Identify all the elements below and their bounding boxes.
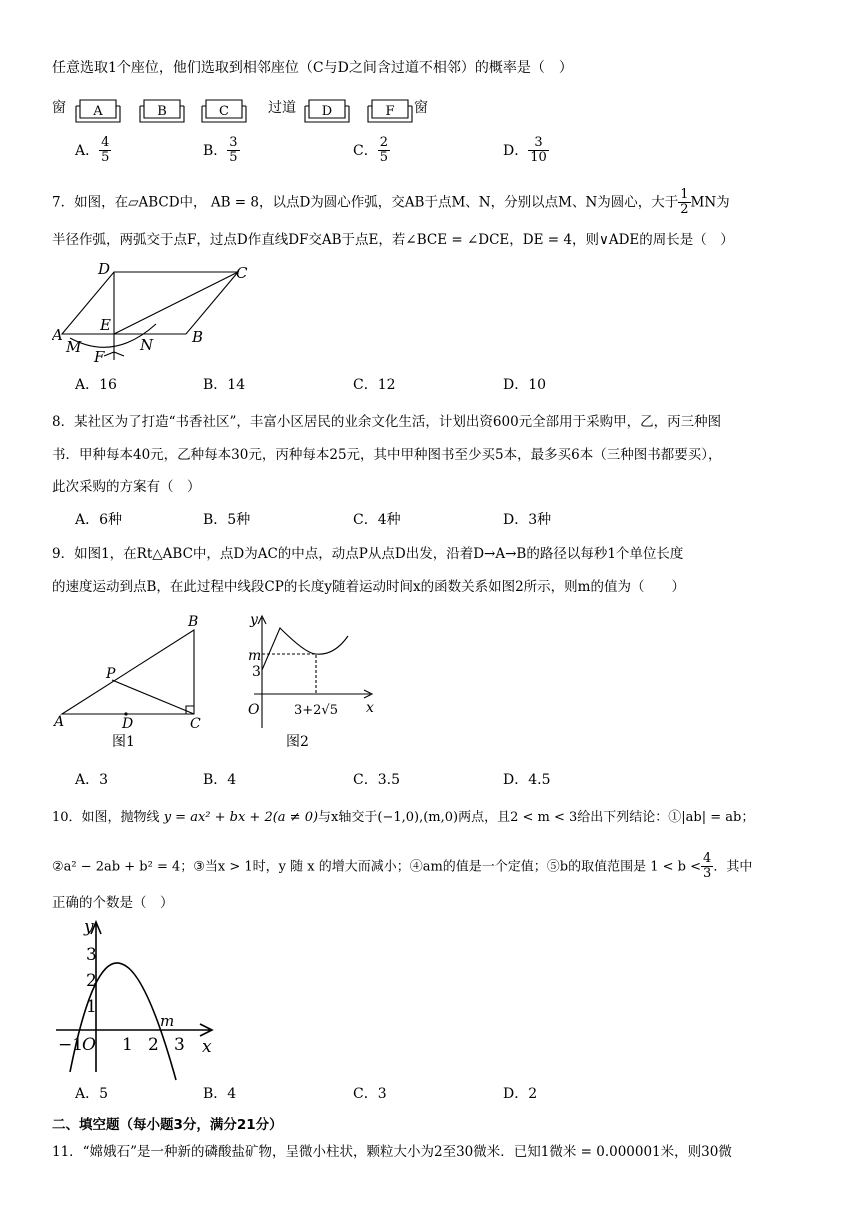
- fig2-label-m: m: [248, 648, 262, 664]
- graph-label-o: O: [82, 1035, 96, 1055]
- fig1-label-d: D: [122, 716, 134, 732]
- seat-f-label: F: [385, 104, 395, 119]
- graph-label-x: x: [202, 1037, 212, 1057]
- q7-option-b: B．14: [203, 377, 246, 393]
- q9-option-d: D．4.5: [503, 772, 551, 788]
- q10-line3: 正确的个数是（ ）: [52, 895, 174, 911]
- seat-diagram: [52, 92, 452, 132]
- q6-option-d: D． $\frac{3}{10}$: [503, 135, 547, 166]
- q7-label-a: A: [52, 326, 63, 344]
- graph-tick-minus1: −1: [58, 1035, 84, 1055]
- q7-line1: 7．如图，在▱ABCD中， AB = 8，以点D为圆心作弧，交AB于点M、N，分别以点M、N为圆心，大于 $\frac{1}{2}$ MN为: [52, 187, 730, 218]
- q7-label-m: M: [66, 338, 82, 356]
- q8-option-b: B．5种: [203, 512, 251, 528]
- window-left-label: 窗: [52, 100, 66, 116]
- q7-label-e: E: [100, 316, 111, 334]
- q7-label-d: D: [98, 260, 111, 278]
- fig1-label-c: C: [190, 716, 201, 732]
- fig2-caption: 图2: [286, 734, 309, 750]
- q10-graph: [52, 912, 222, 1082]
- q9-option-a: A．3: [75, 772, 109, 788]
- q10-line2: ②a² − 2ab + b² = 4；③当x > 1时，y 随 x 的增大而减小；④am的值是一个定值；⑤b的取值范围是 1 < b < $\frac{4}{3}$ ．其中: [52, 851, 753, 882]
- q8-line3: 此次采购的方案有（ ）: [52, 479, 201, 495]
- q9-line1: 9．如图1，在Rt△ABC中，点D为AC的中点，动点P从点D出发，沿着D→A→B的路径以每秒1个单位长度: [52, 546, 684, 562]
- graph-tick-x3: 3: [174, 1035, 185, 1055]
- seat-a-label: A: [93, 104, 103, 119]
- q10-line1: 10．如图，抛物线 y = ax² + bx + 2(a ≠ 0)与x轴交于(−1,0),(m,0)两点，且2 < m < 3给出下列结论：①|ab| = ab；: [52, 810, 755, 825]
- fig2-label-x: x: [366, 700, 374, 716]
- q7-option-a: A．16: [75, 377, 117, 393]
- q8-line2: 书．甲种每本40元，乙种每本30元，丙种每本25元，其中甲种图书至少买5本，最多买6本（三种图书都要买），: [52, 447, 722, 463]
- q10-option-c: C．3: [353, 1086, 387, 1102]
- q7-figure: [52, 258, 262, 368]
- q8-option-c: C．4种: [353, 512, 401, 528]
- fig1-label-a: A: [54, 714, 65, 730]
- graph-label-y: y: [84, 917, 94, 937]
- window-right-label: 窗: [414, 100, 428, 116]
- q10-option-a: A．5: [75, 1086, 109, 1102]
- fig2-label-o: O: [248, 702, 260, 718]
- fig2-label-3: 3: [252, 664, 261, 680]
- q8-option-d: D．3种: [503, 512, 552, 528]
- seat-b-label: B: [157, 104, 167, 119]
- q9-figure2: [238, 608, 378, 750]
- q7-line2: 半径作弧，两弧交于点F，过点D作直线DF交AB于点E，若∠BCE = ∠DCE，DE = 4，则∨ADE的周长是（ ）: [52, 232, 734, 248]
- q7-option-c: C．12: [353, 377, 396, 393]
- graph-tick-1: 1: [86, 997, 97, 1017]
- section2-title: 二、填空题（每小题3分，满分21分）: [52, 1117, 283, 1133]
- fig1-label-p: P: [106, 666, 116, 682]
- graph-tick-2: 2: [86, 971, 97, 991]
- q7-label-f: F: [94, 348, 105, 366]
- q9-option-b: B．4: [203, 772, 237, 788]
- graph-label-m: m: [160, 1012, 175, 1030]
- q6-stem: 任意选取1个座位，他们选取到相邻座位（C与D之间含过道不相邻）的概率是（ ）: [52, 60, 573, 76]
- q6-option-b: B． $\frac{3}{5}$: [203, 135, 238, 166]
- q9-figure1: [52, 610, 212, 750]
- aisle-label: 过道: [268, 100, 296, 116]
- graph-tick-x2: 2: [148, 1035, 159, 1055]
- q8-option-a: A．6种: [75, 512, 123, 528]
- fig2-label-y: y: [250, 612, 258, 628]
- seat-d-label: D: [321, 104, 333, 119]
- q9-option-c: C．3.5: [353, 772, 400, 788]
- q9-line2: 的速度运动到点B，在此过程中线段CP的长度y随着运动时间x的函数关系如图2所示，则m的值为（ ）: [52, 579, 685, 595]
- q11-line1: 11．“嫦娥石”是一种新的磷酸盐矿物，呈微小柱状，颗粒大小为2至30微米．已知1微米 = 0.000001米，则30微: [52, 1144, 732, 1160]
- q10-option-d: D．2: [503, 1086, 538, 1102]
- q7-label-b: B: [192, 328, 204, 346]
- fig1-caption: 图1: [112, 734, 135, 750]
- q8-line1: 8．某社区为了打造“书香社区”，丰富小区居民的业余文化生活，计划出资600元全部用于采购甲，乙，丙三种图: [52, 414, 722, 430]
- fig1-label-b: B: [188, 614, 199, 630]
- q6-option-a: A． $\frac{4}{5}$: [75, 135, 110, 166]
- q7-label-n: N: [140, 336, 154, 354]
- seat-icons: [72, 92, 452, 128]
- q7-option-d: D．10: [503, 377, 547, 393]
- graph-tick-x1: 1: [122, 1035, 133, 1055]
- fig2-label-xtick: 3+2√5: [294, 703, 338, 718]
- seat-c-label: C: [219, 104, 229, 119]
- q6-option-c: C． $\frac{2}{5}$: [353, 135, 388, 166]
- q7-label-c: C: [236, 264, 248, 282]
- graph-tick-3: 3: [86, 945, 97, 965]
- q10-option-b: B．4: [203, 1086, 237, 1102]
